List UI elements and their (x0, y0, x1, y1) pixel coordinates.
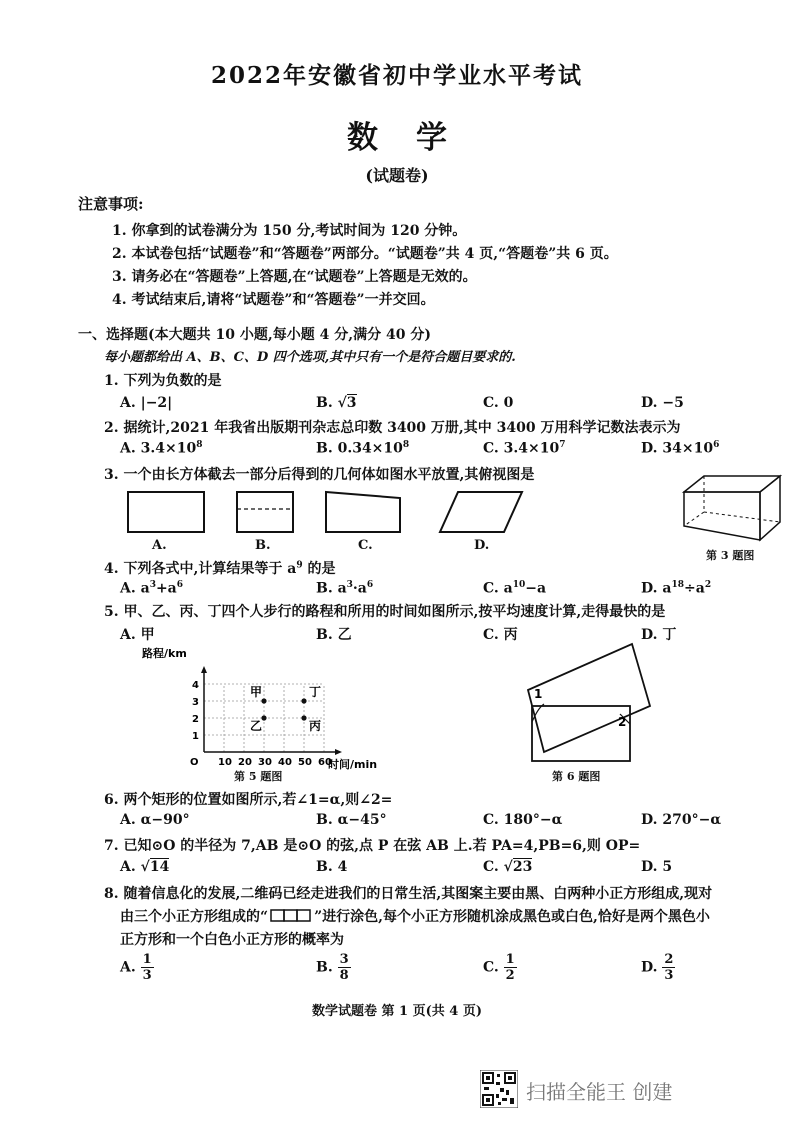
chart-y-label: 路程/km (142, 647, 187, 660)
data-point (301, 715, 306, 720)
q8-option-c: C. $\frac{1}{2}$ (483, 952, 515, 983)
sqrt-sign: √ (337, 395, 347, 411)
q6-option-d: D. 270°−α (641, 812, 722, 828)
q6-option-c: C. 180°−α (483, 812, 563, 828)
q3-label-c: C. (358, 538, 373, 553)
q2-option-c: C. $3.4\times 10^7$ (483, 440, 566, 457)
q4-stem: 4. 下列各式中,计算结果等于 $a^9$ 的是 (104, 560, 336, 577)
q3-solid-figure (676, 470, 786, 545)
q8-stem-line3: 正方形和一个白色小正方形的概率为 (120, 932, 344, 948)
y-tick-label: 4 (192, 680, 199, 691)
chart-x-label: 时间/min (328, 758, 378, 771)
x-tick-label: 40 (278, 757, 292, 768)
q5-chart (140, 644, 390, 774)
q3-stem: 3. 一个由长方体截去一部分后得到的几何体如图水平放置,其俯视图是 (104, 467, 535, 483)
q1-option-a: A. |−2| (120, 395, 173, 411)
q8-option-d: D. $\frac{2}{3}$ (641, 952, 674, 983)
y-tick-label: 1 (192, 731, 199, 742)
point-label: 丙 (309, 719, 322, 733)
q3-label-a: A. (152, 538, 167, 553)
q1-option-d: D. −5 (641, 395, 684, 411)
section-instruction: 每小题都给出 A、B、C、D 四个选项,其中只有一个是符合题目要求的. (104, 350, 516, 365)
point-label: 甲 (250, 685, 263, 699)
q8-option-a: A. $\frac{1}{3}$ (120, 952, 152, 983)
y-axis-arrow (201, 666, 207, 673)
x-tick-label: 10 (218, 757, 232, 768)
q3-shape-d (440, 492, 522, 532)
notice-item: 2. 本试卷包括“试题卷”和“答题卷”两部分。“试题卷”共 4 页,“答题卷”共 6 页。 (112, 246, 618, 262)
q6-angle-2-label: 2 (618, 715, 627, 729)
q3-label-d: D. (474, 538, 490, 553)
q7-option-c: C. √23 (483, 859, 533, 875)
section-heading: 一、选择题(本大题共 10 小题,每小题 4 分,满分 40 分) (78, 327, 431, 343)
x-tick-label: O (190, 757, 199, 768)
q5-figure-caption: 第 5 题图 (234, 770, 283, 783)
q8-stem-line2: 由三个小正方形组成的“ ”进行涂色,每个小正方形随机涂成黑色或白色,恰好是两个黑色小 (120, 909, 710, 925)
q1-stem: 1. 下列为负数的是 (104, 373, 222, 389)
q6-lower-rectangle (532, 706, 630, 761)
notice-item: 3. 请务必在“答题卷”上答题,在“试题卷”上答题是无效的。 (112, 269, 477, 285)
notice-item: 1. 你拿到的试卷满分为 150 分,考试时间为 120 分钟。 (112, 223, 467, 239)
q3-figure-caption: 第 3 题图 (706, 549, 755, 562)
q3-label-b: B. (255, 538, 271, 553)
q8-stem-line1: 8. 随着信息化的发展,二维码已经走进我们的日常生活,其图案主要由黑、白两种小正方形组成,现对 (104, 886, 713, 902)
notice-heading: 注意事项: (78, 195, 144, 213)
qr-code-icon (480, 1070, 518, 1112)
watermark-text: 扫描全能王 创建 (526, 1080, 673, 1104)
q2-option-a: A. $3.4\times 10^8$ (120, 440, 203, 457)
q6-option-a: A. α−90° (120, 812, 190, 828)
q5-option-b: B. 乙 (316, 627, 352, 643)
q5-stem: 5. 甲、乙、丙、丁四个人步行的路程和所用的时间如图所示,按平均速度计算,走得最快的是 (104, 604, 666, 620)
q2-stem: 2. 据统计,2021 年我省出版期刊杂志总印数 3400 万册,其中 3400 万用科学记数法表示为 (104, 420, 681, 436)
q1-option-b: B. √3 (316, 395, 357, 411)
q4-option-b: B. $a^3\cdot a^6$ (316, 580, 374, 597)
q1-option-c: C. 0 (483, 395, 514, 411)
q3-shape-c (326, 492, 400, 532)
paper-type: (试题卷) (365, 166, 429, 185)
subject-title: 数学 (347, 120, 485, 156)
q5-option-d: D. 丁 (641, 627, 677, 643)
data-point (301, 698, 306, 703)
page-footer: 数学试题卷 第 1 页(共 4 页) (311, 1004, 483, 1019)
three-squares-icon (270, 909, 312, 926)
x-axis-arrow (335, 749, 342, 755)
q6-angle-1-label: 1 (534, 687, 543, 701)
q6-option-b: B. α−45° (316, 812, 387, 828)
q4-option-a: A. $a^3+a^6$ (120, 580, 184, 597)
q6-stem: 6. 两个矩形的位置如图所示,若∠1=α,则∠2= (104, 792, 393, 808)
q4-option-d: D. $a^{18}\div a^2$ (641, 580, 712, 597)
chart-axes (201, 666, 342, 755)
q5-option-c: C. 丙 (483, 627, 518, 643)
notice-item: 4. 考试结束后,请将“试题卷”和“答题卷”一并交回。 (112, 292, 435, 308)
q7-option-d: D. 5 (641, 859, 673, 875)
x-tick-label: 30 (258, 757, 272, 768)
q6-figure-caption: 第 6 题图 (552, 770, 601, 783)
q7-option-a: A. √14 (120, 859, 170, 875)
q3-shape-b (237, 492, 293, 532)
q7-option-b: B. 4 (316, 859, 348, 875)
q2-option-b: B. $0.34\times 10^8$ (316, 440, 410, 457)
q6-tilted-rectangle (528, 644, 650, 752)
q7-stem: 7. 已知⊙O 的半径为 7,AB 是⊙O 的弦,点 P 在弦 AB 上.若 PA=4,PB=6,则 OP= (104, 838, 641, 854)
y-tick-label: 2 (192, 714, 199, 725)
q3-shape-a (128, 492, 204, 532)
point-label: 乙 (250, 719, 263, 733)
exam-title: 2022年安徽省初中学业水平考试 (210, 62, 583, 89)
x-tick-label: 60 (318, 757, 332, 768)
x-tick-label: 50 (298, 757, 312, 768)
q4-option-c: C. $a^{10}-a$ (483, 580, 547, 597)
x-tick-label: 20 (238, 757, 252, 768)
y-tick-label: 3 (192, 697, 199, 708)
data-point (261, 715, 266, 720)
data-point (261, 698, 266, 703)
point-label: 丁 (309, 685, 322, 699)
chart-points (250, 685, 321, 733)
q8-option-b: B. $\frac{3}{8}$ (316, 952, 349, 983)
q5-option-a: A. 甲 (120, 627, 155, 643)
q2-option-d: D. $34\times 10^6$ (641, 440, 720, 457)
q6-rectangles-figure (522, 640, 662, 768)
